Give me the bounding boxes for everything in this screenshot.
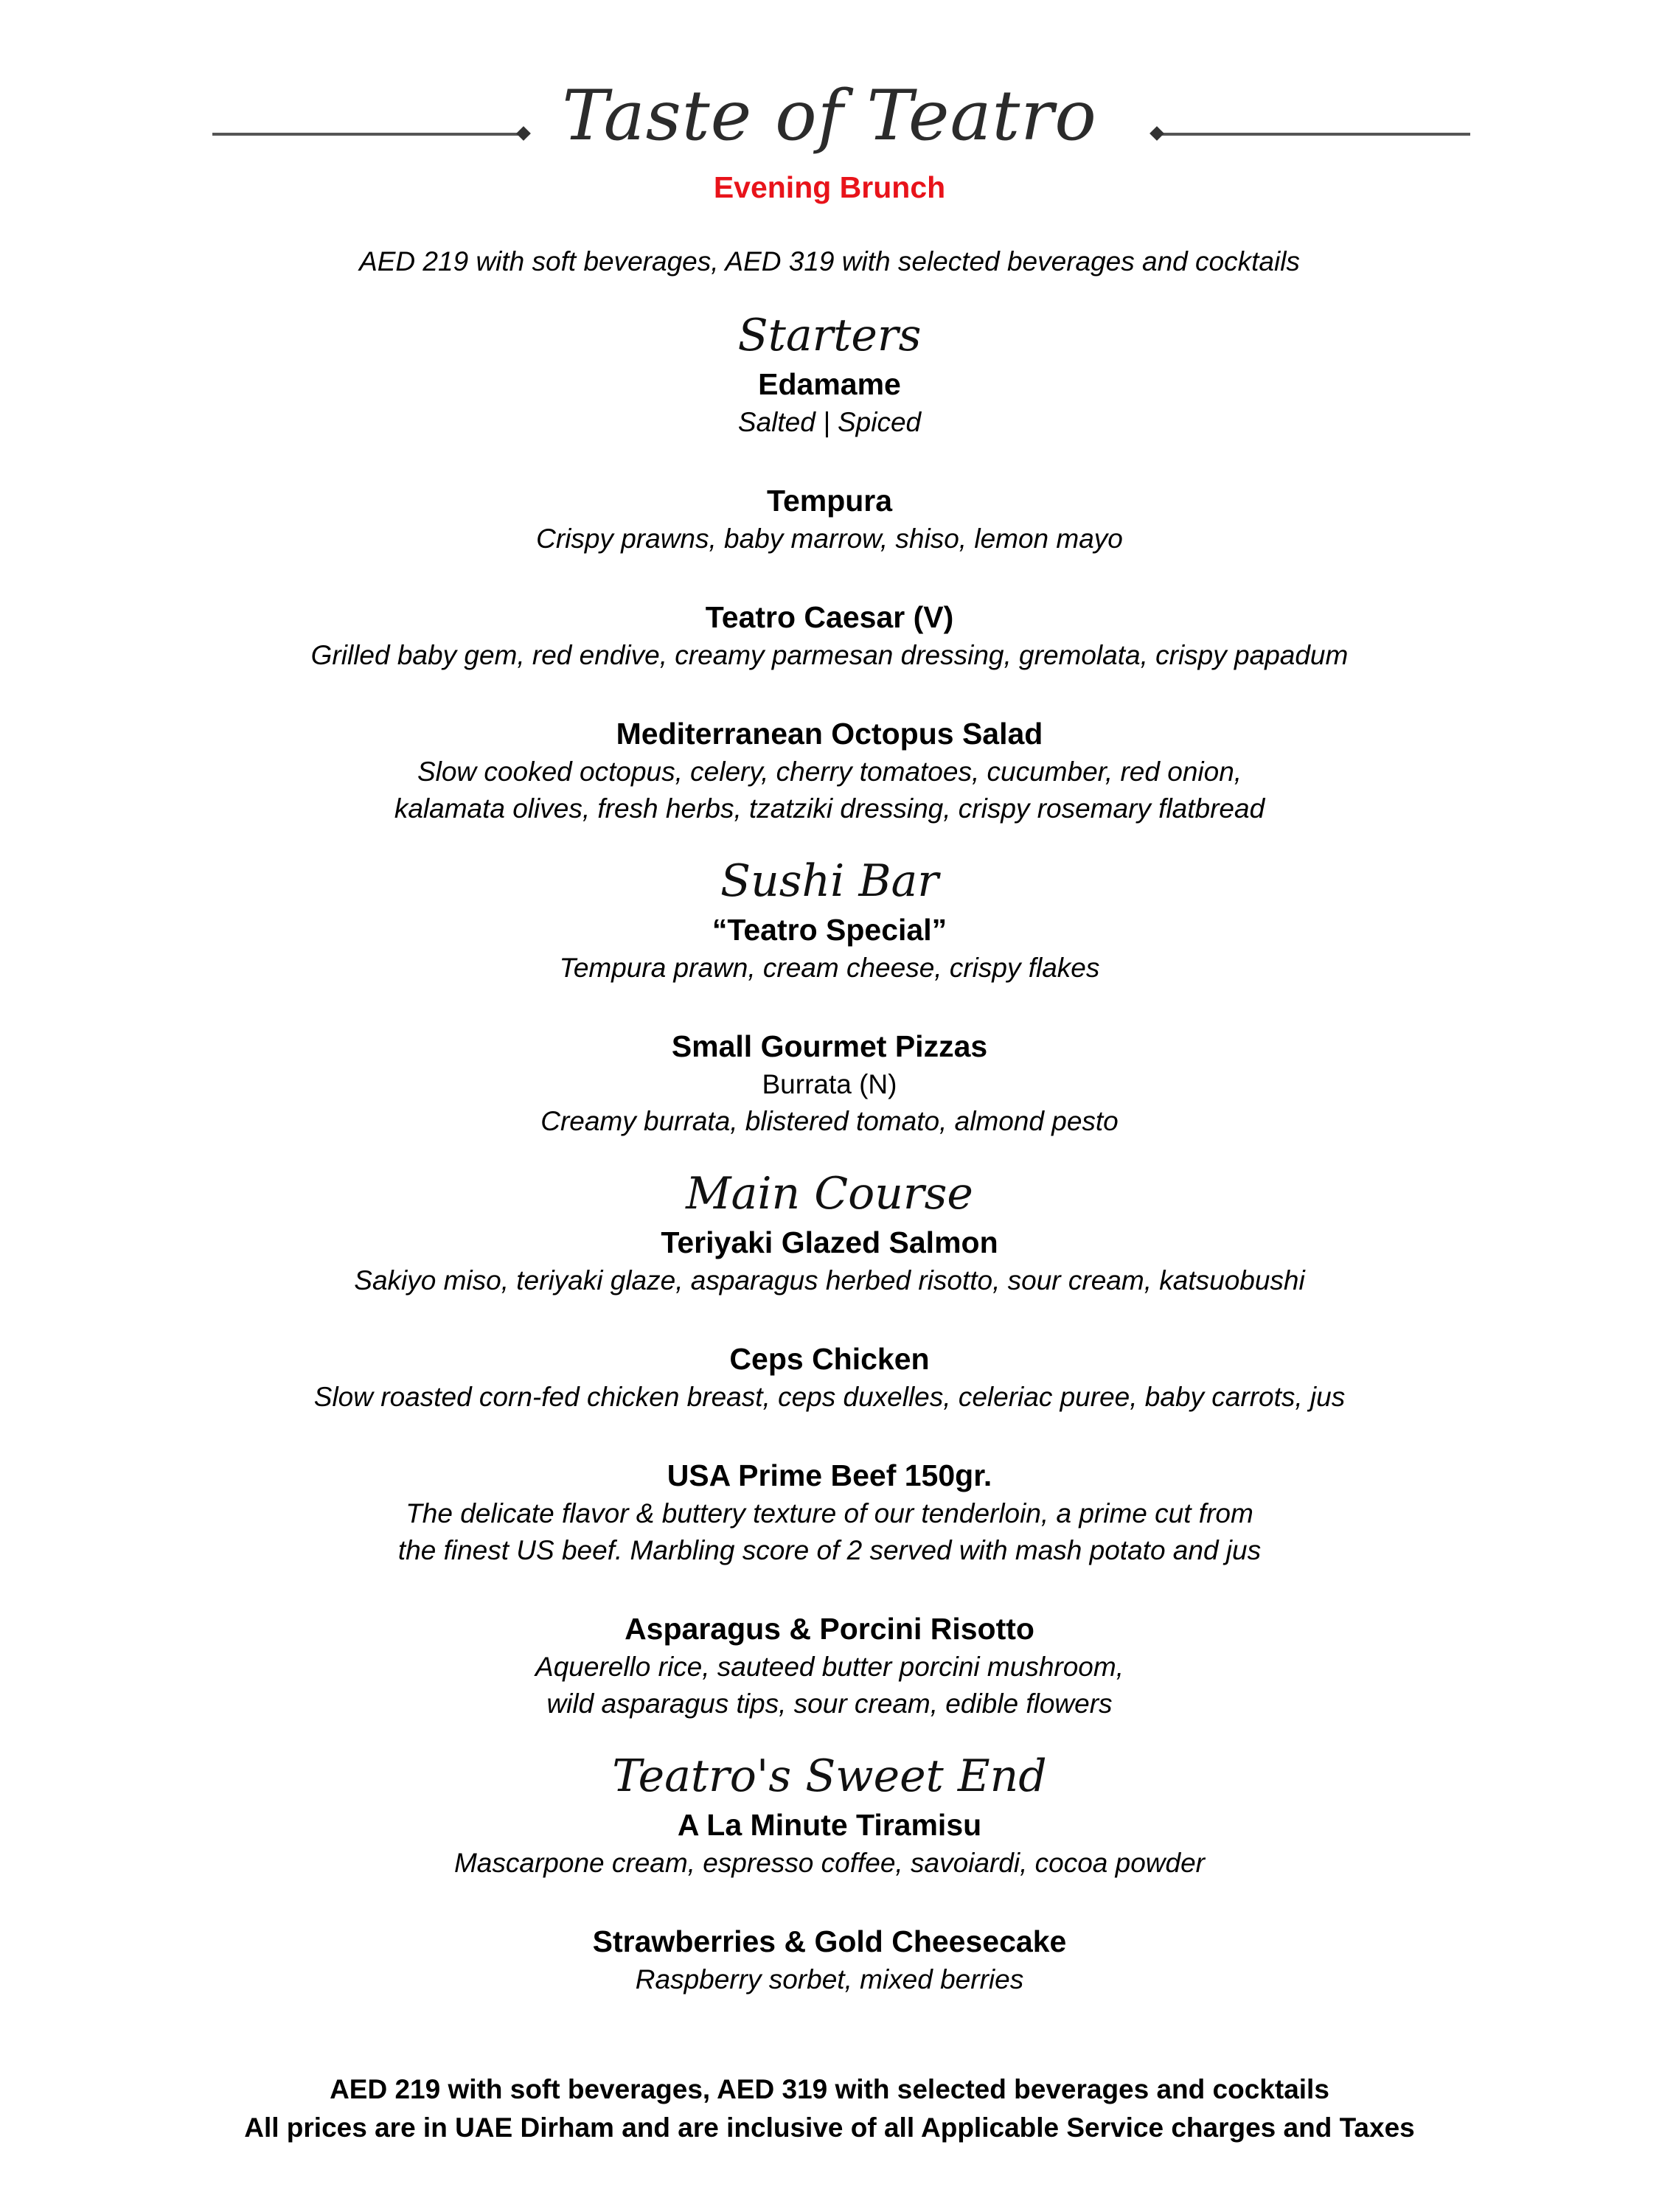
item-description: wild asparagus tips, sour cream, edible flowers: [546, 1688, 1113, 1719]
section-title: Teatro's Sweet End: [612, 1750, 1047, 1802]
section-title: Sushi Bar: [720, 855, 939, 907]
menu-item: [0, 481, 1659, 557]
section-title: Main Course: [686, 1168, 973, 1220]
item-name: Strawberries & Gold Cheesecake: [592, 1924, 1067, 1958]
item-name: Edamame: [758, 367, 901, 401]
menu-item: [0, 364, 1659, 441]
item-name: Teatro Caesar (V): [705, 600, 954, 634]
pricing-note: AED 219 with soft beverages, AED 319 with selected beverages and cocktails: [359, 246, 1300, 276]
menu-section: [0, 852, 1659, 1140]
menu-item: [0, 1921, 1659, 1998]
item-description: Sakiyo miso, teriyaki glaze, asparagus herbed risotto, sour cream, katsuobushi: [354, 1265, 1305, 1295]
menu-subtitle: Evening Brunch: [713, 170, 946, 204]
item-name: Teriyaki Glazed Salmon: [661, 1225, 998, 1259]
item-description: the finest US beef. Marbling score of 2 served with mash potato and jus: [397, 1535, 1262, 1565]
item-description: The delicate flavor & buttery texture of our tenderloin, a prime cut from: [406, 1498, 1253, 1528]
item-name: USA Prime Beef 150gr.: [667, 1458, 992, 1492]
item-description: kalamata olives, fresh herbs, tzatziki dressing, crispy rosemary flatbread: [394, 793, 1265, 824]
item-name: A La Minute Tiramisu: [677, 1808, 982, 1842]
item-description: Slow cooked octopus, celery, cherry tomatoes, cucumber, red onion,: [417, 757, 1242, 787]
menu-item: [0, 714, 1659, 827]
menu-header: [0, 65, 1659, 227]
menu-item: [0, 1609, 1659, 1722]
item-variant: Burrata (N): [762, 1069, 897, 1099]
menu-item: [0, 910, 1659, 987]
item-description: Salted | Spiced: [737, 407, 922, 437]
item-description: Crispy prawns, baby marrow, shiso, lemon mayo: [536, 524, 1123, 554]
menu-item: [0, 1222, 1659, 1299]
item-name: Small Gourmet Pizzas: [671, 1029, 988, 1063]
menu-item: [0, 1455, 1659, 1569]
item-name: Ceps Chicken: [729, 1342, 930, 1376]
menu-section: [0, 1747, 1659, 1998]
item-description: Aquerello rice, sauteed butter porcini mushroom,: [535, 1652, 1124, 1682]
item-description: Slow roasted corn-fed chicken breast, ceps duxelles, celeriac puree, baby carrots, jus: [313, 1382, 1346, 1412]
menu-title: Taste of Teatro: [562, 76, 1097, 156]
menu-item: [0, 1339, 1659, 1416]
item-name: Tempura: [766, 484, 893, 518]
footer-pricing-line: AED 219 with soft beverages, AED 319 with selected beverages and cocktails: [330, 2074, 1329, 2104]
menu-item: [0, 1026, 1659, 1140]
menu-section: [0, 307, 1659, 827]
menu-content: [0, 243, 1659, 2023]
item-description: Mascarpone cream, espresso coffee, savoiardi, cocoa powder: [453, 1848, 1205, 1878]
menu-section: [0, 1165, 1659, 1722]
item-description: Creamy burrata, blistered tomato, almond pesto: [540, 1106, 1119, 1136]
item-description: Raspberry sorbet, mixed berries: [635, 1964, 1024, 1994]
item-name: Asparagus & Porcini Risotto: [625, 1612, 1034, 1646]
item-name: “Teatro Special”: [712, 913, 947, 947]
item-description: Tempura prawn, cream cheese, crispy flakes: [559, 953, 1100, 983]
item-name: Mediterranean Octopus Salad: [616, 717, 1043, 751]
menu-item: [0, 597, 1659, 674]
item-description: Grilled baby gem, red endive, creamy parmesan dressing, gremolata, crispy papadum: [310, 640, 1349, 670]
menu-sections: [0, 307, 1659, 1998]
menu-footer: [0, 2070, 1659, 2147]
section-title: Starters: [737, 310, 922, 361]
footer-tax-line: All prices are in UAE Dirham and are inclusive of all Applicable Service charges and Taxes: [244, 2112, 1415, 2143]
menu-item: [0, 1805, 1659, 1882]
